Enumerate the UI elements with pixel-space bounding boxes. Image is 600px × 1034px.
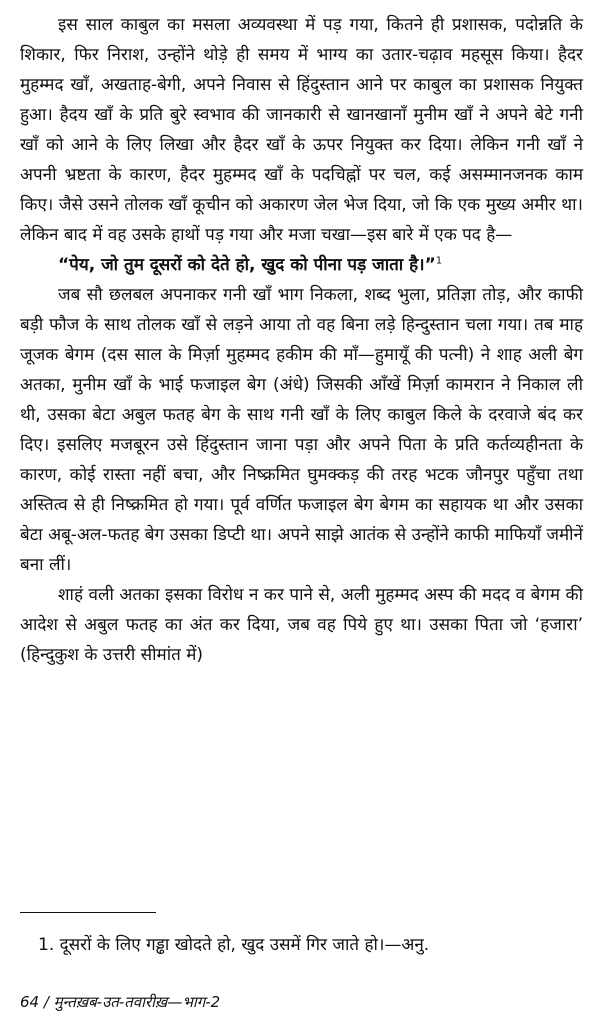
footnote-divider xyxy=(20,912,156,913)
paragraph-3: शाहं वली अतका इसका विरोध न कर पाने से, अली मुहम्मद अस्प की मदद व बेगम की आदेश से अबुल फतह का अंत कर दिया, जब वह पिये हुए था। उसका पिता जो ‘हजारा’ (हिन्दुकुश के उत्तरी सीमांत में) xyxy=(20,585,583,665)
main-text xyxy=(20,10,583,670)
footnote: 1. दूसरों के लिए गड्ढा खोदते हो, खुद उसमें गिर जाते हो।—अनु. xyxy=(38,935,430,955)
verse-quote-text: “पेय, जो तुम दूसरों को देते हो, खुद को पीना पड़ जाता है।” xyxy=(58,255,436,275)
verse-quote xyxy=(20,250,583,280)
paragraph-2: जब सौ छलबल अपनाकर गनी खाँ भाग निकला, शब्द भुला, प्रतिज्ञा तोड़, और काफी बड़ी फौज के साथ तोलक खाँ से लड़ने आया तो वह बिना लड़े हिन्दुस्तान चला गया। तब माह जूजक बेगम (दस साल के मिर्ज़ा मुहम्मद हकीम की माँ—हुमायूँ की पत्नी) ने शाह अली बेग अतका, मुनीम खाँ के भाई फजाइल बेग (अंधे) जिसकी आँखें मिर्ज़ा कामरान ने निकाल ली थी, उसका बेटा अबुल फतह बेग के साथ गनी खाँ के लिए काबुल किले के दरवाजे बंद कर दिए। इसलिए मजबूरन उसे हिंदुस्तान जाना पड़ा और अपने पिता के प्रति कर्तव्यहीनता के कारण, कोई रास्ता नहीं बचा, और निष्क्रमित घुमक्कड़ की तरह भटक जौनपुर पहुँचा तथा अस्तित्व से ही निष्क्रमित हो गया। पूर्व वर्णित फजाइल बेग बेगम का सहायक था और उसका बेटा अबू-अल-फतह बेग उसका डिप्टी था। अपने साझे आतंक से उन्होंने काफी माफियाँ जमीनें बना लीं। xyxy=(20,285,583,575)
running-footer: 64 / मुन्तख़ब-उत-तवारीख़—भाग-2 xyxy=(20,993,221,1011)
footnote-marker: 1 xyxy=(435,255,443,267)
paragraph-1: इस साल काबुल का मसला अव्यवस्था में पड़ गया, कितने ही प्रशासक, पदोन्नति के शिकार, फिर निराश, उन्होंने थोड़े ही समय में भाग्य का उतार-चढ़ाव महसूस किया। हैदर मुहम्मद खाँ, अखताह-बेगी, अपने निवास से हिंदुस्तान आने पर काबुल का प्रशासक नियुक्त हुआ। हैदय खाँ के प्रति बुरे स्वभाव की जानकारी से खानखानाँ मुनीम खाँ ने अपने बेटे गनी खाँ को आने के लिए लिखा और हैदर खाँ के ऊपर नियुक्त कर दिया। लेकिन गनी खाँ ने अपनी भ्रष्टता के कारण, हैदर मुहम्मद खाँ के पदचिह्नों पर चल, कई असम्मानजनक काम किए। जैसे उसने तोलक खाँ कूचीन को अकारण जेल भेज दिया, जो कि एक मुख्य अमीर था। लेकिन बाद में वह उसके हाथों पड़ गया और मजा चखा—इस बारे में एक पद है— xyxy=(20,15,583,245)
